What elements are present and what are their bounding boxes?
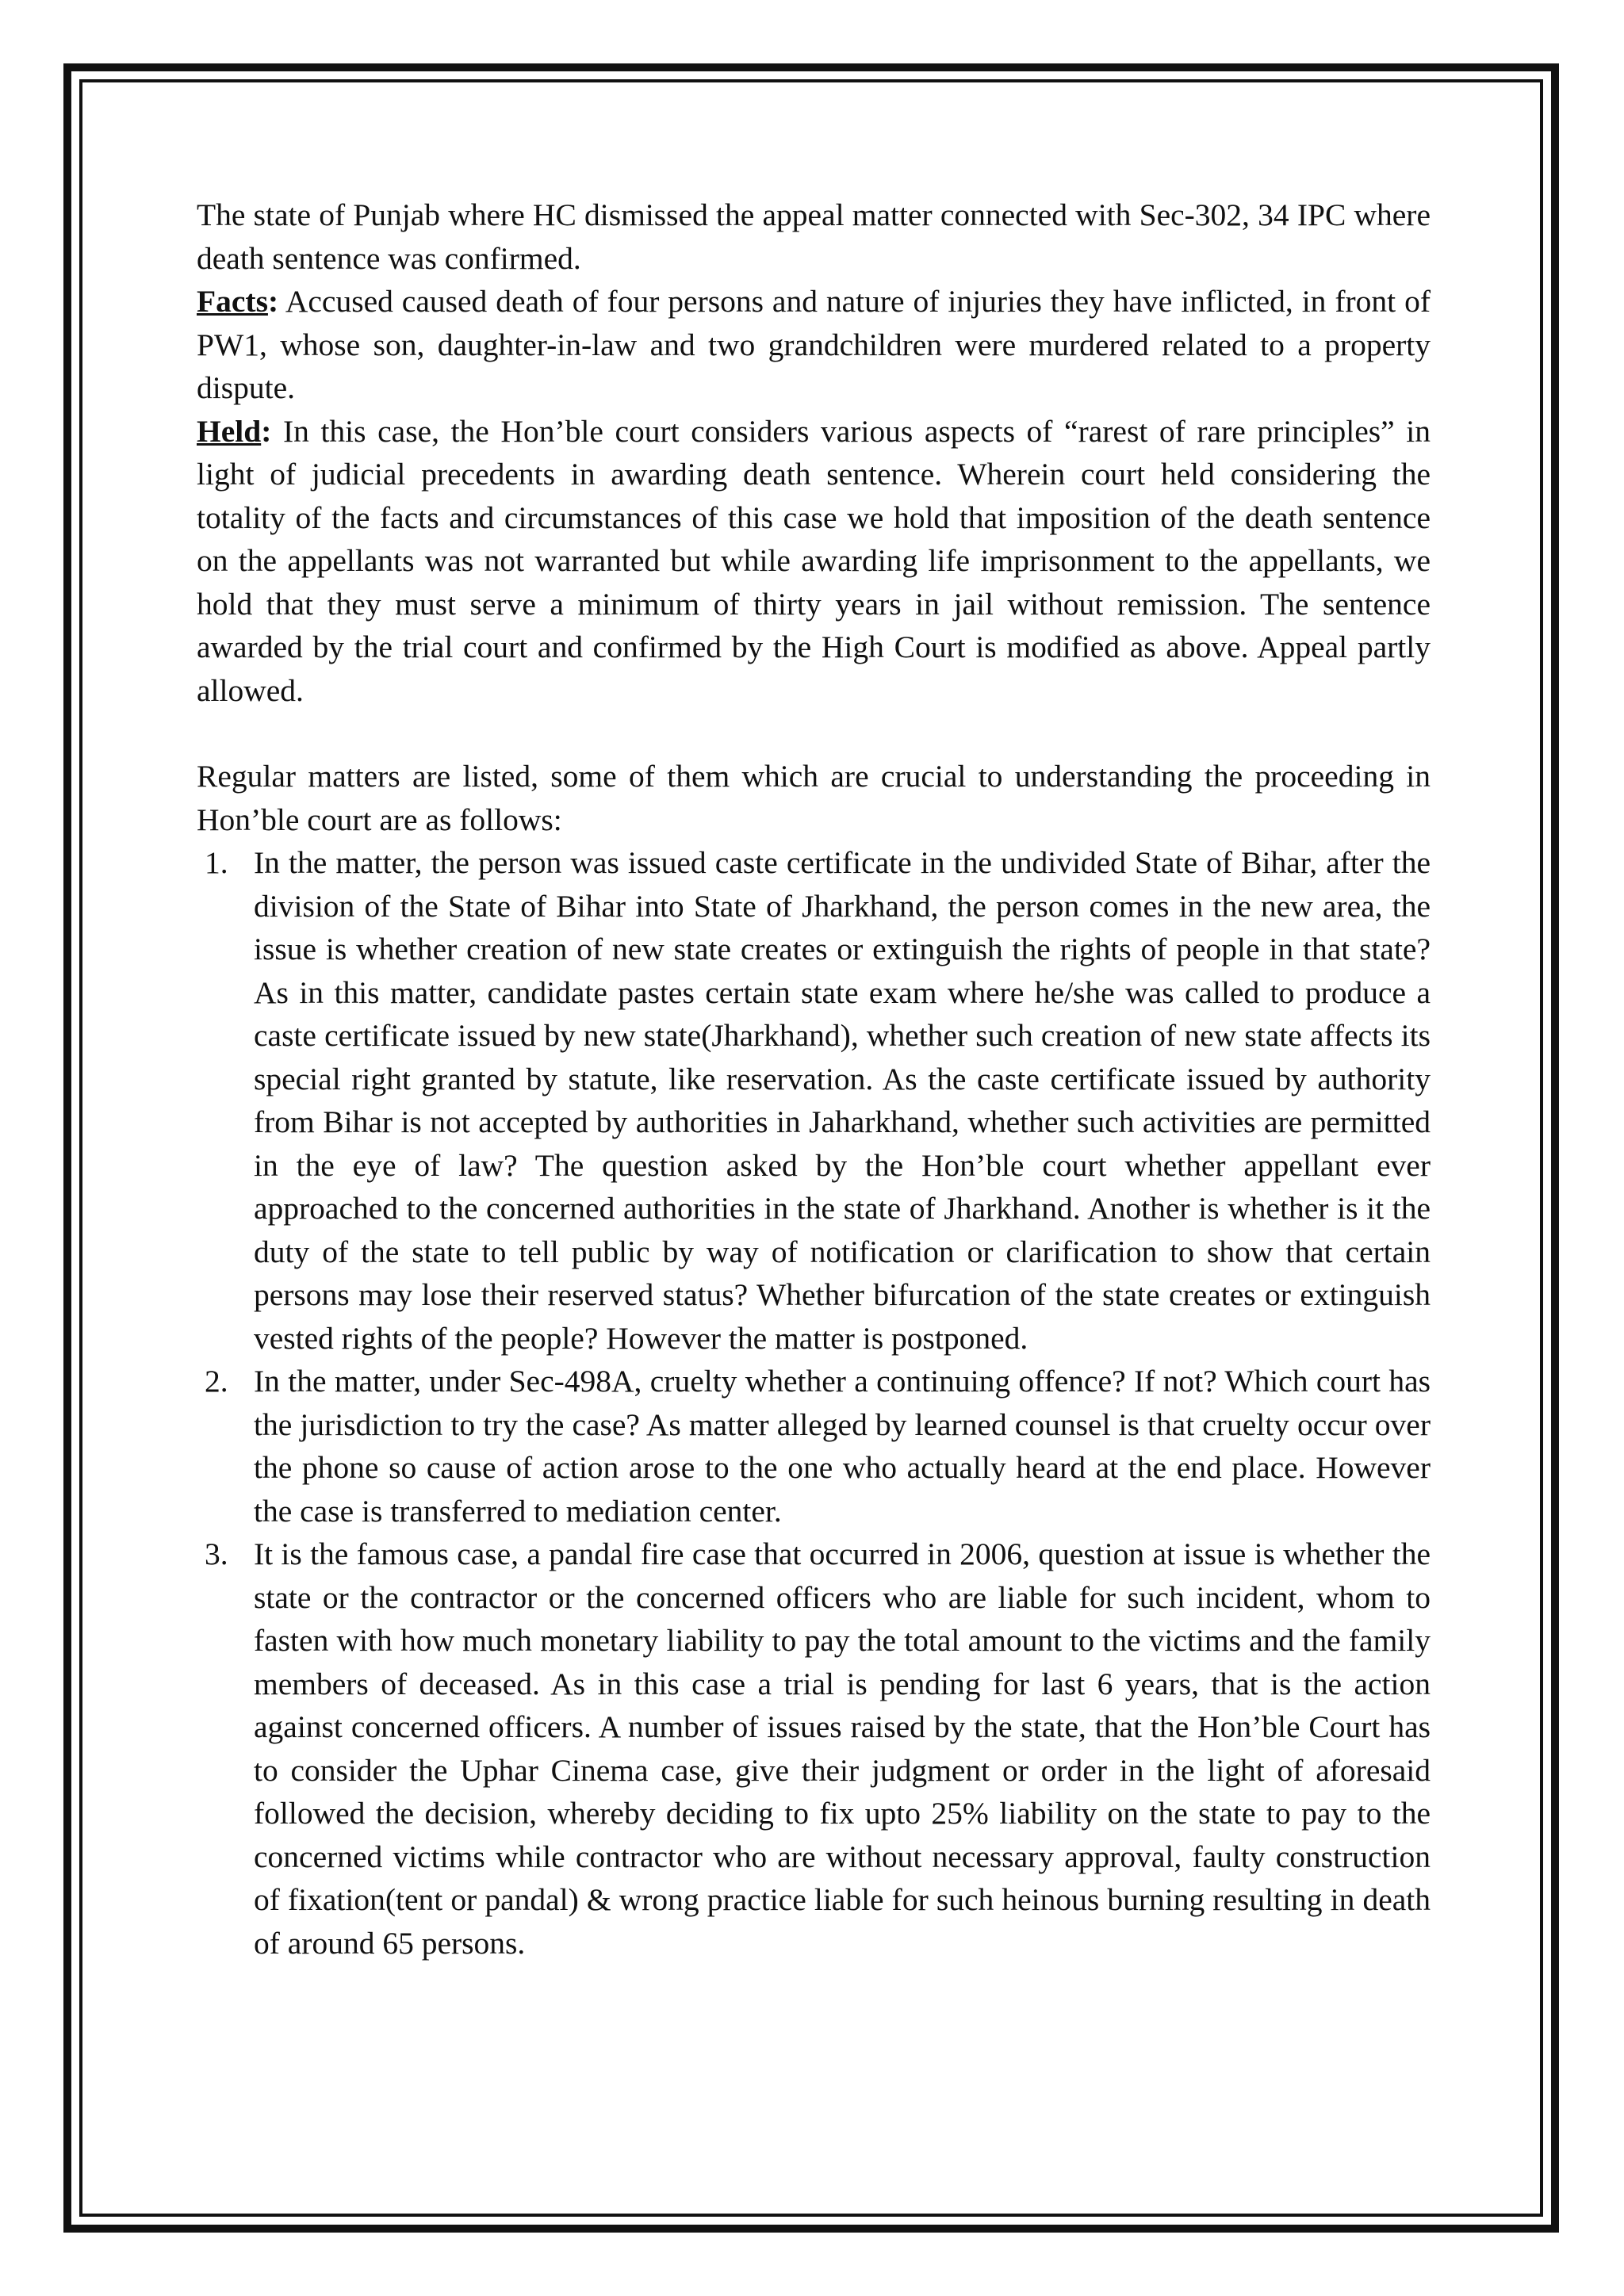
list-item	[197, 1533, 1431, 1965]
intro-paragraph: The state of Punjab where HC dismissed the appeal matter connected with Sec-302, 34 IPC where death sentence was confirmed.	[197, 197, 1431, 276]
held-heading: Held	[197, 413, 262, 449]
facts-heading: Facts	[197, 284, 268, 319]
facts-paragraph	[197, 280, 1431, 410]
list-item-text: In the matter, the person was issued caste certificate in the undivided State of Bihar, after the division of the State of Bihar into State of Jharkhand, the person comes in the new area, the issue is whether creation of new state creates or extinguish the rights of people in that state? As in this matter, candidate pastes certain state exam where he/she was called to produce a caste certificate issued by new state(Jharkhand), whether such creation of new state affects its special right granted by statute, like reservation. As the caste certificate issued by authority from Bihar is not accepted by authorities in Jaharkhand, whether such activities are permitted in the eye of law? The question asked by the Hon’ble court whether appellant ever approached to the concerned authorities in the state of Jharkhand. Another is whether is it the duty of the state to tell public by way of notification or clarification to show that certain persons may lose their reserved status? Whether bifurcation of the state creates or extinguish vested rights of the people? However the matter is postponed.	[254, 845, 1431, 1356]
regular-matters-intro: Regular matters are listed, some of them which are crucial to understanding the proceeding in Hon’ble court are as follows:	[197, 759, 1431, 837]
paragraph-gap	[197, 712, 1431, 755]
facts-text: Accused caused death of four persons and nature of injuries they have inflicted, in front of PW1, whose son, daughter-in-law and two grandchildren were murdered related to a property dispute.	[197, 284, 1431, 405]
held-paragraph	[197, 410, 1431, 713]
list-item-text: It is the famous case, a pandal fire case that occurred in 2006, question at issue is whether the state or the contractor or the concerned officers who are liable for such incident, whom to fasten with how much monetary liability to pay the total amount to the victims and the family members of deceased. As in this case a trial is pending for last 6 years, that is the action against concerned officers. A number of issues raised by the state, that the Hon’ble Court has to consider the Uphar Cinema case, give their judgment or order in the light of aforesaid followed the decision, whereby deciding to fix upto 25% liability on the state to pay to the concerned victims while contractor who are without necessary approval, faulty construction of fixation(tent or pandal) & wrong practice liable for such heinous burning resulting in death of around 65 persons.	[254, 1536, 1431, 1961]
document-body	[197, 193, 1431, 1965]
list-item-text: In the matter, under Sec-498A, cruelty whether a continuing offence? If not? Which court has the jurisdiction to try the case? As matter alleged by learned counsel is that cruelty occur over the phone so cause of action arose to the one who actually heard at the end place. However the case is transferred to mediation center.	[254, 1364, 1431, 1529]
matters-list	[197, 841, 1431, 1965]
list-item	[197, 1360, 1431, 1533]
held-text: In this case, the Hon’ble court considers various aspects of “rarest of rare principles” in light of judicial precedents in awarding death sentence. Wherein court held considering the totality of the facts and circumstances of this case we hold that imposition of the death sentence on the appellants was not warranted but while awarding life imprisonment to the appellants, we hold that they must serve a minimum of thirty years in jail without remission. The sentence awarded by the trial court and confirmed by the High Court is modified as above. Appeal partly allowed.	[197, 413, 1431, 708]
list-item-number: 2.	[205, 1364, 228, 1399]
list-item-number: 3.	[205, 1536, 228, 1571]
list-item-number: 1.	[205, 845, 228, 880]
facts-colon: :	[267, 284, 279, 319]
held-colon: :	[261, 413, 272, 449]
list-item	[197, 841, 1431, 1360]
